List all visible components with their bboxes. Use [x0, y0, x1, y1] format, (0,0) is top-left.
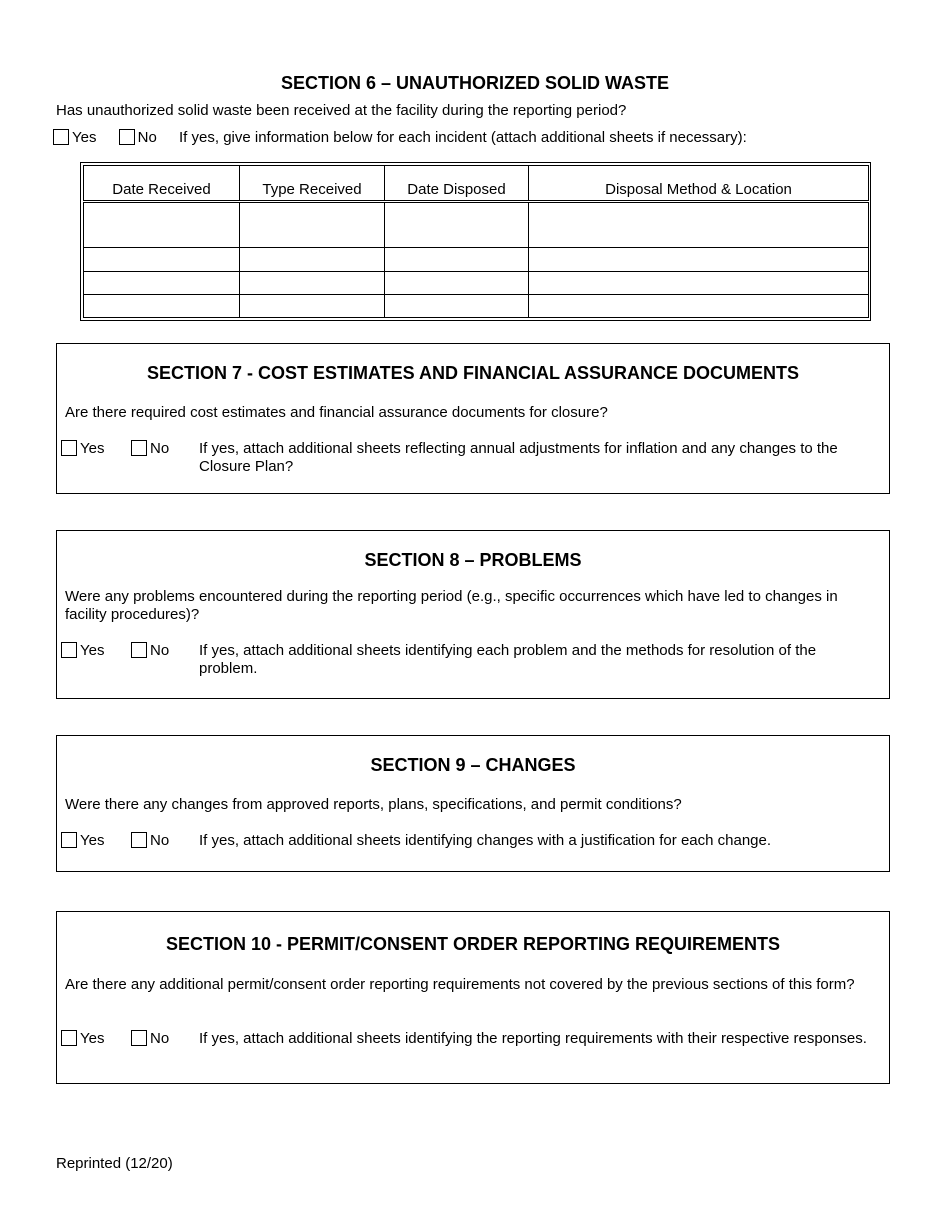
section10-no-option[interactable] — [131, 1030, 169, 1048]
table-cell[interactable] — [529, 202, 869, 248]
section6-yes-checkbox[interactable] — [53, 129, 69, 145]
section10-no-label: No — [150, 1030, 170, 1047]
section8-no-label: No — [150, 642, 170, 659]
section10-no-checkbox[interactable] — [131, 1030, 147, 1046]
table-row — [84, 271, 869, 294]
section6-yes-option[interactable] — [53, 129, 96, 147]
section10-question: Are there any additional permit/consent order reporting requirements not covered by the previous sections of this form? — [65, 976, 855, 993]
section7-yes-option[interactable] — [61, 440, 104, 458]
section8-no-option[interactable] — [131, 642, 169, 660]
section10-yes-option[interactable] — [61, 1030, 104, 1048]
table-cell[interactable] — [240, 202, 385, 248]
section10-yes-checkbox[interactable] — [61, 1030, 77, 1046]
table-row — [84, 248, 869, 271]
section8-yes-checkbox[interactable] — [61, 642, 77, 658]
section8-title: SECTION 8 – PROBLEMS — [364, 550, 582, 570]
table-cell[interactable] — [385, 294, 529, 317]
table-cell[interactable] — [529, 248, 869, 271]
section7-yes-label: Yes — [80, 440, 105, 457]
section10-yes-label: Yes — [80, 1030, 105, 1047]
section7-title: SECTION 7 - COST ESTIMATES AND FINANCIAL ASSURANCE DOCUMENTS — [146, 363, 800, 383]
table-cell[interactable] — [240, 271, 385, 294]
section7-instruction: If yes, attach additional sheets reflecting annual adjustments for inflation and any changes to the Closure Plan? — [199, 440, 838, 475]
section10-title: SECTION 10 - PERMIT/CONSENT ORDER REPORTING REQUIREMENTS — [165, 934, 781, 954]
section6-question: Has unauthorized solid waste been received at the facility during the reporting period? — [56, 102, 627, 119]
table-cell[interactable] — [240, 294, 385, 317]
section6-yes-label: Yes — [72, 129, 97, 146]
table-cell[interactable] — [84, 294, 240, 317]
table-cell[interactable] — [385, 202, 529, 248]
section6-answer-row — [53, 129, 747, 147]
section9-yes-label: Yes — [80, 832, 105, 849]
section8-yes-label: Yes — [80, 642, 105, 659]
incident-table-frame — [80, 162, 871, 321]
table-cell[interactable] — [529, 294, 869, 317]
table-cell[interactable] — [84, 202, 240, 248]
section9-yes-checkbox[interactable] — [61, 832, 77, 848]
incident-table — [83, 165, 869, 318]
incident-table-header — [84, 166, 869, 202]
section7-no-label: No — [150, 440, 170, 457]
section9-no-option[interactable] — [131, 832, 169, 850]
section6-no-option[interactable] — [119, 129, 157, 147]
table-row — [84, 294, 869, 317]
table-cell[interactable] — [385, 248, 529, 271]
table-cell[interactable] — [240, 248, 385, 271]
section7-no-checkbox[interactable] — [131, 440, 147, 456]
section9-yes-option[interactable] — [61, 832, 104, 850]
section10-box — [56, 911, 890, 1084]
section8-box — [56, 530, 890, 699]
section9-title: SECTION 9 – CHANGES — [370, 755, 576, 775]
section9-instruction: If yes, attach additional sheets identifying changes with a justification for each change. — [199, 832, 772, 849]
section7-box — [56, 343, 890, 494]
column-header: Date Disposed — [385, 166, 529, 202]
section8-no-checkbox[interactable] — [131, 642, 147, 658]
column-header: Disposal Method & Location — [529, 166, 869, 202]
section6-title: SECTION 6 – UNAUTHORIZED SOLID WASTE — [280, 73, 670, 93]
table-cell[interactable] — [385, 271, 529, 294]
section8-question: Were any problems encountered during the reporting period (e.g., specific occurrences which have led to changes in facility procedures)? — [65, 588, 838, 623]
section6-no-label: No — [137, 129, 157, 146]
section10-instruction: If yes, attach additional sheets identifying the reporting requirements with their respective responses. — [199, 1030, 867, 1047]
section7-yes-checkbox[interactable] — [61, 440, 77, 456]
section6-instruction: If yes, give information below for each incident (attach additional sheets if necessary): — [179, 129, 747, 146]
section9-question: Were there any changes from approved reports, plans, specifications, and permit conditions? — [65, 796, 682, 813]
section7-question: Are there required cost estimates and financial assurance documents for closure? — [65, 404, 608, 421]
section9-no-label: No — [150, 832, 170, 849]
reprint-note: Reprinted (12/20) — [56, 1155, 173, 1172]
section9-box — [56, 735, 890, 872]
table-cell[interactable] — [84, 248, 240, 271]
section7-no-option[interactable] — [131, 440, 169, 458]
section8-instruction: If yes, attach additional sheets identifying each problem and the methods for resolution of the problem. — [199, 642, 817, 677]
column-header: Type Received — [240, 166, 385, 202]
table-cell[interactable] — [84, 271, 240, 294]
column-header: Date Received — [84, 166, 240, 202]
table-row — [84, 202, 869, 248]
table-cell[interactable] — [529, 271, 869, 294]
section6-no-checkbox[interactable] — [119, 129, 135, 145]
section9-no-checkbox[interactable] — [131, 832, 147, 848]
section8-yes-option[interactable] — [61, 642, 104, 660]
